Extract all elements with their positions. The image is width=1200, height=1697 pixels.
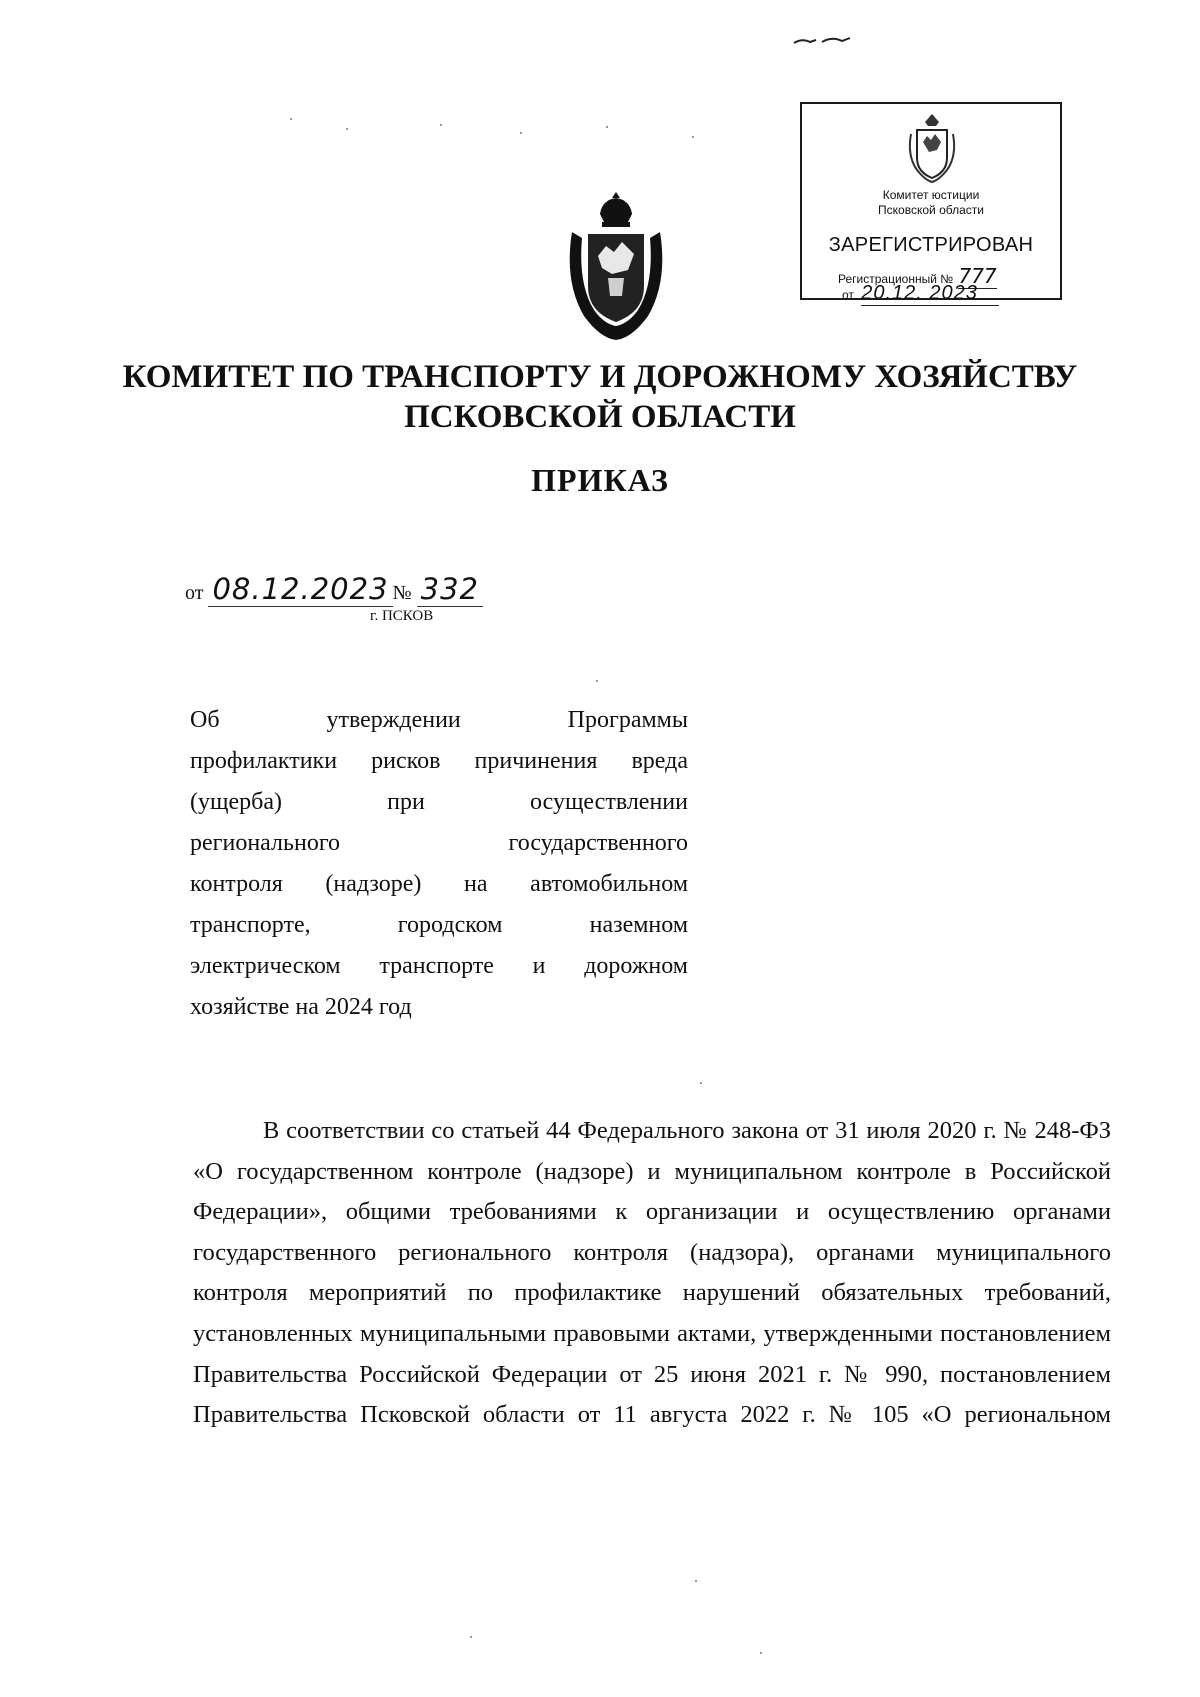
scan-noise (470, 1636, 472, 1638)
order-date-number-line (185, 572, 483, 607)
organization-title-line-2: ПСКОВСКОЙ ОБЛАСТИ (404, 399, 796, 435)
stamp-reg-number: 777 (958, 264, 997, 288)
body-paragraph: В соответствии со статьей 44 Федерального закона от 31 июля 2020 г. № 248-ФЗ «О государственном контроле (надзоре) и муниципальном контроле в Российской Федерации», общими требованиями к организации и осуществлению органами государственного регионального контроля (надзора), органами муниципального контроля мероприятий по профилактике нарушений обязательных требований, установленных муниципальными правовыми актами, утвержденными постановлением Правительства Российской Федерации от 25 июня 2021 г. № 990, постановлением Правительства Псковской области от 11 августа 2022 г. № 105 «О региональном (193, 1117, 1111, 1429)
stamp-organization (802, 188, 1060, 218)
subject-line: контроля (надзоре) на автомобильном (190, 871, 688, 897)
order-date: 08.12.2023 (208, 572, 392, 607)
subject-line: регионального государственного (190, 830, 688, 856)
subject-line: электрическом транспорте и дорожном (190, 953, 688, 979)
scan-noise (346, 128, 348, 130)
subject-line: Об утверждении Программы (190, 707, 688, 733)
stamp-date-prefix: от (842, 288, 854, 302)
order-number-sign: № (392, 582, 412, 604)
subject-line: (ущерба) при осуществлении (190, 789, 688, 815)
organization-title-line-1: КОМИТЕТ ПО ТРАНСПОРТУ И ДОРОЖНОМУ ХОЗЯЙСТВУ (122, 359, 1078, 395)
stamp-org-line-1: Комитет юстиции (882, 188, 980, 202)
document-type: ПРИКАЗ (531, 462, 669, 498)
scan-noise (596, 680, 598, 682)
scan-noise (520, 132, 522, 134)
scan-mark-icon (792, 34, 852, 48)
scan-noise (440, 124, 442, 126)
order-date-prefix: от (185, 582, 204, 604)
order-subject (190, 700, 688, 1028)
stamp-status: ЗАРЕГИСТРИРОВАН (828, 234, 1034, 256)
order-city: г. ПСКОВ (370, 608, 434, 624)
coat-of-arms-icon (903, 112, 961, 184)
scan-noise (760, 1652, 762, 1654)
scan-noise (692, 136, 694, 138)
subject-line: транспорте, городском наземном (190, 912, 688, 938)
organization-title (60, 357, 1140, 437)
scan-noise (606, 126, 608, 128)
scan-noise (695, 1580, 697, 1582)
stamp-reg-label: Регистрационный № (838, 272, 954, 286)
subject-line: хозяйстве на 2024 год (190, 994, 412, 1020)
registration-stamp (800, 102, 1062, 304)
order-number: 332 (417, 572, 483, 607)
stamp-date: 20.12. 2023 (861, 282, 999, 306)
stamp-date-line (842, 282, 999, 306)
stamp-org-line-2: Псковской области (878, 203, 984, 217)
scan-noise (700, 1082, 702, 1084)
scan-noise (290, 118, 292, 120)
pskov-coat-of-arms-icon (562, 192, 670, 342)
subject-line: профилактики рисков причинения вреда (190, 748, 688, 774)
